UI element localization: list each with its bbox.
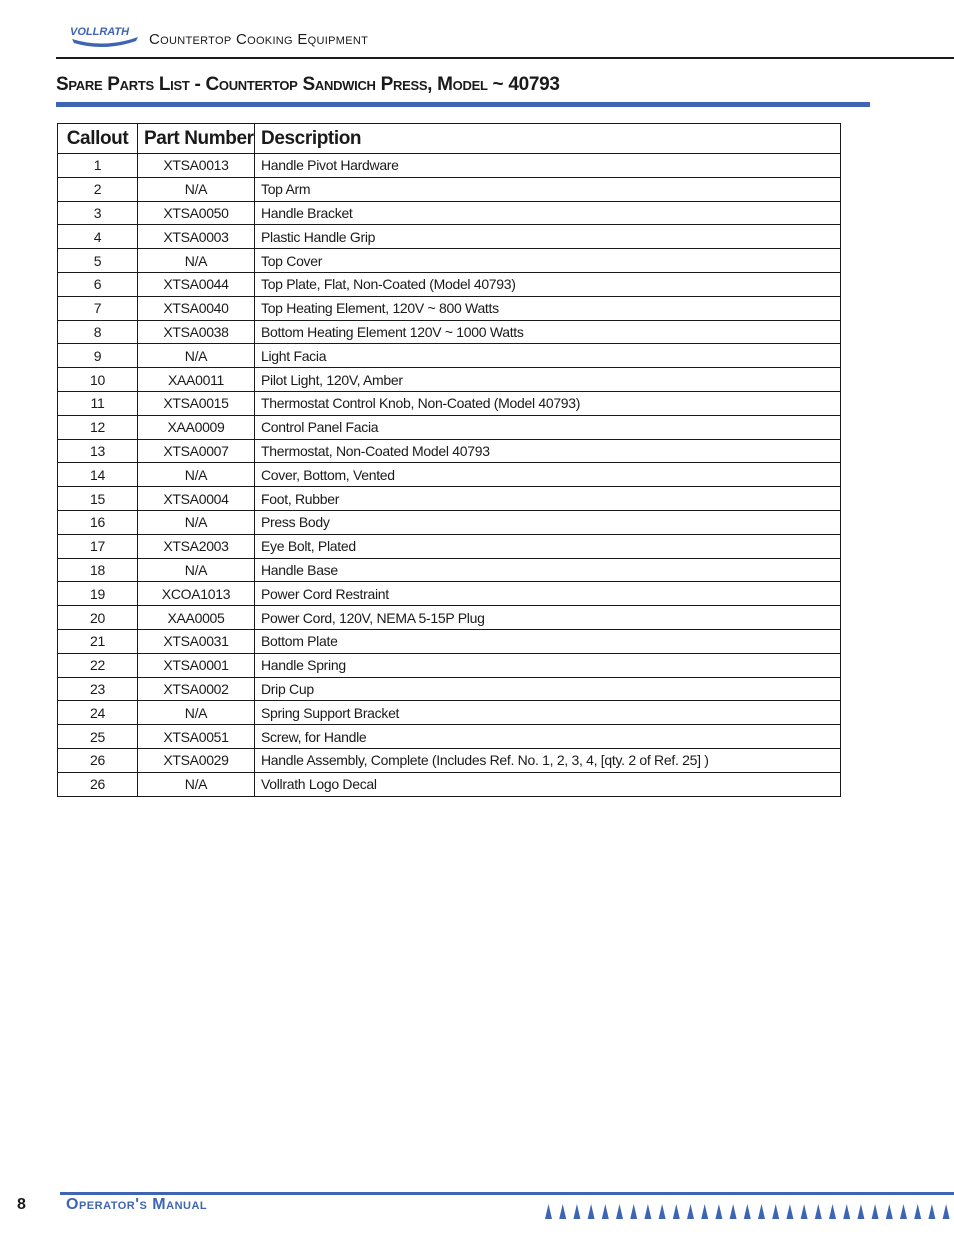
table-row bbox=[58, 368, 841, 392]
callout-cell: 11 bbox=[58, 391, 138, 415]
part-number-cell: N/A bbox=[138, 701, 255, 725]
callout-cell: 17 bbox=[58, 534, 138, 558]
callout-cell: 24 bbox=[58, 701, 138, 725]
callout-cell: 26 bbox=[58, 772, 138, 796]
description-cell: Spring Support Bracket bbox=[255, 701, 841, 725]
callout-cell: 9 bbox=[58, 344, 138, 368]
part-number-cell: N/A bbox=[138, 558, 255, 582]
table-row bbox=[58, 510, 841, 534]
callout-cell: 26 bbox=[58, 748, 138, 772]
description-cell: Top Arm bbox=[255, 177, 841, 201]
column-header-callout: Callout bbox=[58, 124, 138, 154]
part-number-cell: XTSA0040 bbox=[138, 296, 255, 320]
triangle-icon bbox=[801, 1204, 808, 1219]
part-number-cell: XTSA0031 bbox=[138, 629, 255, 653]
table-row bbox=[58, 272, 841, 296]
table-row bbox=[58, 225, 841, 249]
part-number-cell: XAA0009 bbox=[138, 415, 255, 439]
triangle-icon bbox=[786, 1204, 793, 1219]
triangle-icon bbox=[602, 1204, 609, 1219]
part-number-cell: XTSA0029 bbox=[138, 748, 255, 772]
description-cell: Power Cord Restraint bbox=[255, 582, 841, 606]
callout-cell: 22 bbox=[58, 653, 138, 677]
part-number-cell: XAA0005 bbox=[138, 606, 255, 630]
part-number-cell: XTSA0003 bbox=[138, 225, 255, 249]
callout-cell: 23 bbox=[58, 677, 138, 701]
triangle-icon bbox=[588, 1204, 595, 1219]
part-number-cell: XTSA0013 bbox=[138, 154, 255, 178]
triangle-icon bbox=[545, 1204, 552, 1219]
description-cell: Thermostat, Non-Coated Model 40793 bbox=[255, 439, 841, 463]
callout-cell: 10 bbox=[58, 368, 138, 392]
description-cell: Handle Base bbox=[255, 558, 841, 582]
part-number-cell: XTSA0044 bbox=[138, 272, 255, 296]
triangle-icon bbox=[659, 1204, 666, 1219]
callout-cell: 3 bbox=[58, 201, 138, 225]
table-row bbox=[58, 415, 841, 439]
table-row bbox=[58, 391, 841, 415]
callout-cell: 6 bbox=[58, 272, 138, 296]
description-cell: Power Cord, 120V, NEMA 5-15P Plug bbox=[255, 606, 841, 630]
triangle-icon bbox=[644, 1204, 651, 1219]
table-row bbox=[58, 463, 841, 487]
table-row bbox=[58, 772, 841, 796]
part-number-cell: N/A bbox=[138, 772, 255, 796]
header-divider bbox=[56, 57, 954, 59]
callout-cell: 25 bbox=[58, 725, 138, 749]
table-row bbox=[58, 701, 841, 725]
description-cell: Screw, for Handle bbox=[255, 725, 841, 749]
description-cell: Light Facia bbox=[255, 344, 841, 368]
callout-cell: 4 bbox=[58, 225, 138, 249]
part-number-cell: XTSA0038 bbox=[138, 320, 255, 344]
triangle-icon bbox=[943, 1204, 950, 1219]
description-cell: Plastic Handle Grip bbox=[255, 225, 841, 249]
description-cell: Cover, Bottom, Vented bbox=[255, 463, 841, 487]
part-number-cell: XTSA0050 bbox=[138, 201, 255, 225]
triangle-icon bbox=[616, 1204, 623, 1219]
part-number-cell: XTSA0001 bbox=[138, 653, 255, 677]
section-divider bbox=[56, 102, 870, 107]
table-row bbox=[58, 748, 841, 772]
part-number-cell: XTSA0007 bbox=[138, 439, 255, 463]
callout-cell: 14 bbox=[58, 463, 138, 487]
triangle-icon bbox=[630, 1204, 637, 1219]
description-cell: Bottom Plate bbox=[255, 629, 841, 653]
table-row bbox=[58, 154, 841, 178]
table-header-row bbox=[58, 124, 841, 154]
description-cell: Handle Assembly, Complete (Includes Ref. No. 1, 2, 3, 4, [qty. 2 of Ref. 25] ) bbox=[255, 748, 841, 772]
table-row bbox=[58, 558, 841, 582]
part-number-cell: N/A bbox=[138, 463, 255, 487]
table-row bbox=[58, 629, 841, 653]
decorative-triangles-icon bbox=[544, 1203, 954, 1219]
triangle-icon bbox=[857, 1204, 864, 1219]
description-cell: Handle Bracket bbox=[255, 201, 841, 225]
triangle-icon bbox=[573, 1204, 580, 1219]
description-cell: Top Heating Element, 120V ~ 800 Watts bbox=[255, 296, 841, 320]
svg-text:VOLLRATH: VOLLRATH bbox=[70, 26, 130, 38]
table-row bbox=[58, 725, 841, 749]
callout-cell: 13 bbox=[58, 439, 138, 463]
vollrath-logo-icon bbox=[68, 22, 140, 50]
description-cell: Top Plate, Flat, Non-Coated (Model 40793) bbox=[255, 272, 841, 296]
part-number-cell: XTSA0004 bbox=[138, 487, 255, 511]
table-row bbox=[58, 653, 841, 677]
triangle-icon bbox=[772, 1204, 779, 1219]
triangle-icon bbox=[914, 1204, 921, 1219]
part-number-cell: XTSA0002 bbox=[138, 677, 255, 701]
triangle-icon bbox=[758, 1204, 765, 1219]
part-number-cell: XAA0011 bbox=[138, 368, 255, 392]
part-number-cell: N/A bbox=[138, 177, 255, 201]
part-number-cell: XTSA0051 bbox=[138, 725, 255, 749]
triangle-icon bbox=[886, 1204, 893, 1219]
footer-title: Operator's Manual bbox=[66, 1196, 208, 1213]
table-body bbox=[58, 154, 841, 797]
triangle-icon bbox=[900, 1204, 907, 1219]
triangle-icon bbox=[744, 1204, 751, 1219]
description-cell: Drip Cup bbox=[255, 677, 841, 701]
table-row bbox=[58, 487, 841, 511]
triangle-icon bbox=[730, 1204, 737, 1219]
table-row bbox=[58, 677, 841, 701]
callout-cell: 7 bbox=[58, 296, 138, 320]
triangle-icon bbox=[701, 1204, 708, 1219]
column-header-part-number: Part Number bbox=[138, 124, 255, 154]
triangle-icon bbox=[829, 1204, 836, 1219]
description-cell: Top Cover bbox=[255, 249, 841, 273]
triangle-icon bbox=[715, 1204, 722, 1219]
description-cell: Bottom Heating Element 120V ~ 1000 Watts bbox=[255, 320, 841, 344]
part-number-cell: N/A bbox=[138, 249, 255, 273]
part-number-cell: XCOA1013 bbox=[138, 582, 255, 606]
table-row bbox=[58, 606, 841, 630]
table-row bbox=[58, 439, 841, 463]
table-row bbox=[58, 344, 841, 368]
triangle-icon bbox=[687, 1204, 694, 1219]
callout-cell: 15 bbox=[58, 487, 138, 511]
description-cell: Handle Spring bbox=[255, 653, 841, 677]
triangle-icon bbox=[928, 1204, 935, 1219]
callout-cell: 21 bbox=[58, 629, 138, 653]
triangle-icon bbox=[815, 1204, 822, 1219]
part-number-cell: XTSA2003 bbox=[138, 534, 255, 558]
callout-cell: 19 bbox=[58, 582, 138, 606]
footer-divider bbox=[60, 1192, 954, 1195]
callout-cell: 20 bbox=[58, 606, 138, 630]
table-row bbox=[58, 582, 841, 606]
spare-parts-table bbox=[57, 123, 841, 797]
callout-cell: 18 bbox=[58, 558, 138, 582]
description-cell: Press Body bbox=[255, 510, 841, 534]
part-number-cell: N/A bbox=[138, 344, 255, 368]
description-cell: Pilot Light, 120V, Amber bbox=[255, 368, 841, 392]
callout-cell: 8 bbox=[58, 320, 138, 344]
triangle-icon bbox=[872, 1204, 879, 1219]
table-row bbox=[58, 177, 841, 201]
table-row bbox=[58, 296, 841, 320]
callout-cell: 5 bbox=[58, 249, 138, 273]
part-number-cell: N/A bbox=[138, 510, 255, 534]
part-number-cell: XTSA0015 bbox=[138, 391, 255, 415]
section-title: Spare Parts List - Countertop Sandwich Press, Model ~ 40793 bbox=[56, 74, 560, 95]
triangle-icon bbox=[559, 1204, 566, 1219]
table-row bbox=[58, 201, 841, 225]
header-title: Countertop Cooking Equipment bbox=[149, 31, 369, 48]
table-row bbox=[58, 320, 841, 344]
column-header-description: Description bbox=[255, 124, 841, 154]
table-row bbox=[58, 249, 841, 273]
table-row bbox=[58, 534, 841, 558]
description-cell: Thermostat Control Knob, Non-Coated (Model 40793) bbox=[255, 391, 841, 415]
callout-cell: 16 bbox=[58, 510, 138, 534]
triangle-icon bbox=[673, 1204, 680, 1219]
description-cell: Control Panel Facia bbox=[255, 415, 841, 439]
description-cell: Eye Bolt, Plated bbox=[255, 534, 841, 558]
description-cell: Vollrath Logo Decal bbox=[255, 772, 841, 796]
callout-cell: 12 bbox=[58, 415, 138, 439]
description-cell: Foot, Rubber bbox=[255, 487, 841, 511]
triangle-icon bbox=[843, 1204, 850, 1219]
callout-cell: 1 bbox=[58, 154, 138, 178]
page-number: 8 bbox=[17, 1196, 26, 1213]
callout-cell: 2 bbox=[58, 177, 138, 201]
description-cell: Handle Pivot Hardware bbox=[255, 154, 841, 178]
